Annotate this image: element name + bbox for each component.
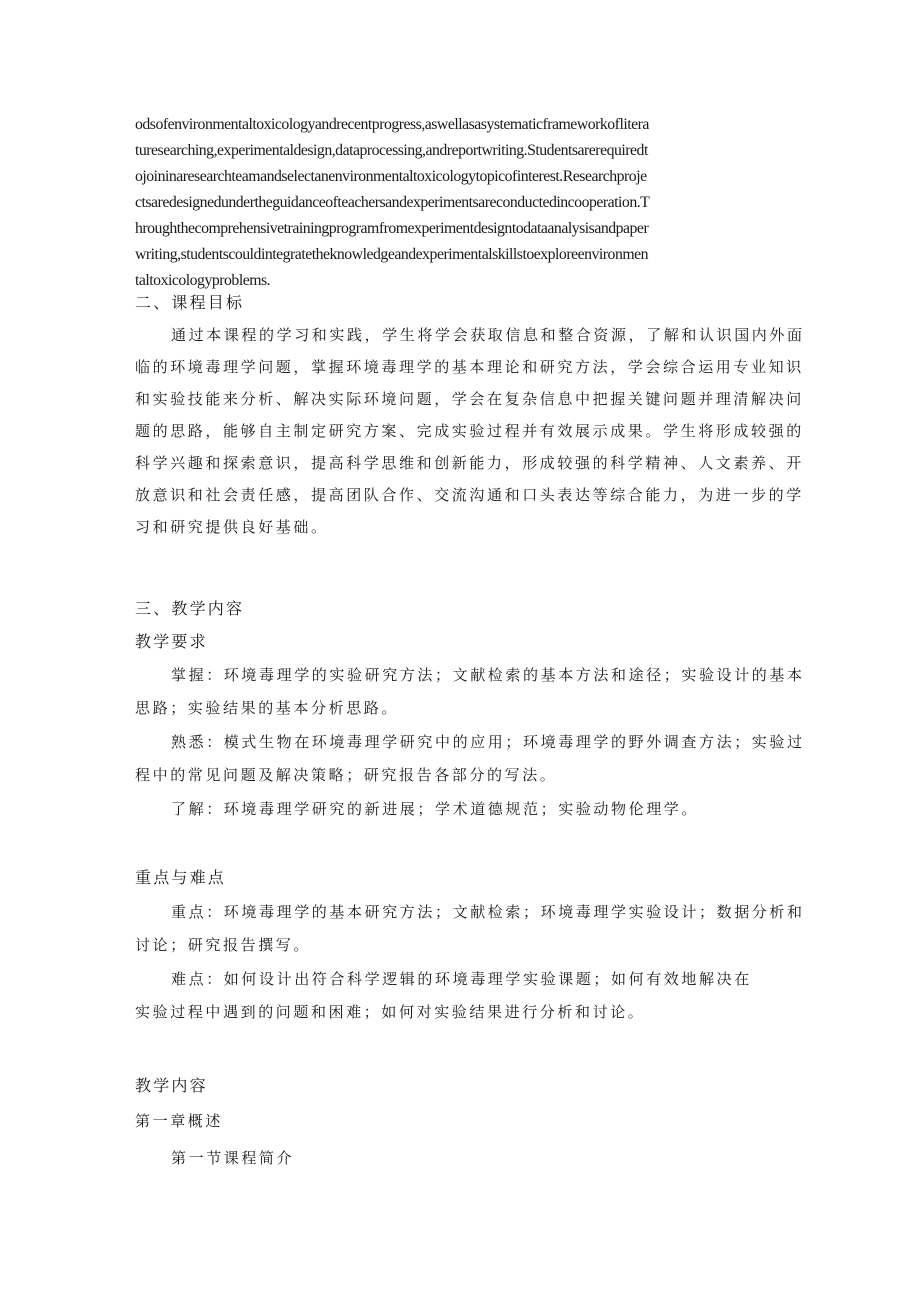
abstract-line: taltoxicologyproblems.	[135, 272, 271, 289]
paragraph-line: 和实验技能来分析、解决实际环境问题，学会在复杂信息中把握关键问题并理清解决问	[135, 390, 804, 408]
paragraph-line: 通过本课程的学习和实践，学生将学会获取信息和整合资源，了解和认识国内外面	[171, 326, 805, 344]
key-point-line: 重点：环境毒理学的基本研究方法；文献检索；环境毒理学实验设计；数据分析和	[171, 903, 805, 921]
abstract-line: turesearching,experimentaldesign,dataprocessing,andreportwriting.Studentsarerequiredt	[135, 142, 648, 159]
difficulty-line: 实验过程中遇到的问题和困难；如何对实验结果进行分析和讨论。	[135, 1003, 646, 1021]
chapter-title: 第一章概述	[135, 1112, 224, 1130]
requirement-master-line: 掌握：环境毒理学的实验研究方法；文献检索的基本方法和途径；实验设计的基本	[171, 666, 805, 684]
subheading-requirements: 教学要求	[135, 632, 208, 651]
subheading-content: 教学内容	[135, 1076, 208, 1095]
section-heading-teaching-content: 三、教学内容	[135, 599, 245, 618]
difficulty-line: 难点：如何设计出符合科学逻辑的环境毒理学实验课题；如何有效地解决在	[171, 970, 752, 988]
subheading-key-points: 重点与难点	[135, 868, 227, 887]
requirement-familiar-line: 熟悉：模式生物在环境毒理学研究中的应用；环境毒理学的野外调查方法；实验过	[171, 733, 805, 751]
paragraph-line: 科学兴趣和探索意识，提高科学思维和创新能力，形成较强的科学精神、人文素养、开	[135, 454, 804, 472]
section-heading-objectives: 二、课程目标	[135, 293, 245, 312]
abstract-line: ctsaredesignedundertheguidanceofteachersandexperimentsareconductedincooperation.T	[135, 194, 650, 211]
abstract-line: writing,studentscouldintegratetheknowledgeandexperimentalskillstoexploreenvironmen	[135, 246, 649, 263]
abstract-line: hroughthecomprehensivetrainingprogramfromexperimentdesigntodataanalysisandpaper	[135, 220, 649, 237]
abstract-line: odsofenvironmentaltoxicologyandrecentprogress,aswellasasystematicframeworkoflitera	[135, 116, 649, 133]
requirement-master-line: 思路；实验结果的基本分析思路。	[135, 699, 400, 717]
requirement-understand-line: 了解：环境毒理学研究的新进展；学术道德规范；实验动物伦理学。	[171, 800, 700, 818]
abstract-line: ojoininaresearchteamandselectanenvironmentaltoxicologytopicofinterest.Researchproje	[135, 168, 647, 185]
requirement-familiar-line: 程中的常见问题及解决策略；研究报告各部分的写法。	[135, 766, 558, 784]
key-point-line: 讨论；研究报告撰写。	[135, 936, 312, 954]
paragraph-line: 临的环境毒理学问题，掌握环境毒理学的基本理论和研究方法，学会综合运用专业知识	[135, 358, 804, 376]
section-title: 第一节课程简介	[171, 1149, 295, 1167]
paragraph-line: 题的思路，能够自主制定研究方案、完成实验过程并有效展示成果。学生将形成较强的	[135, 422, 804, 440]
paragraph-line: 习和研究提供良好基础。	[135, 518, 329, 536]
paragraph-line: 放意识和社会责任感，提高团队合作、交流沟通和口头表达等综合能力，为进一步的学	[135, 486, 804, 504]
